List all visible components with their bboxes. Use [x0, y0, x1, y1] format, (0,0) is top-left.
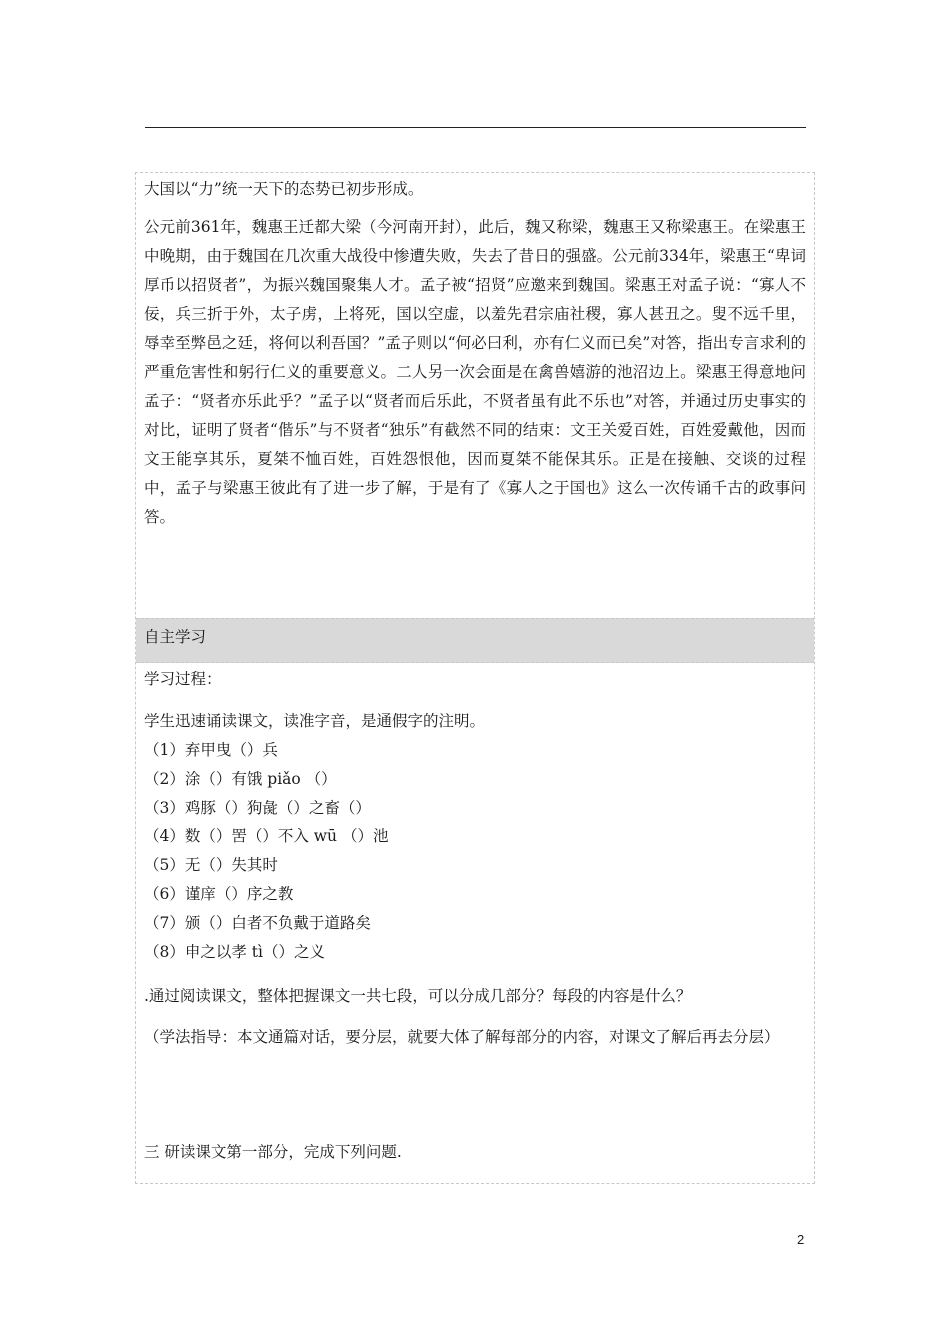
- guide-text: （学法指导：本文通篇对话，要分层，就要大体了解每部分的内容，对课文了解后再去分层）: [144, 1028, 780, 1046]
- history-paragraph: 公元前361年，魏惠王迁都大梁（今河南开封），此后，魏又称梁，魏惠王又称梁惠王。在梁惠王中晚期，由于魏国在几次重大战役中惨遭失败，失去了昔日的强盛。公元前334年，梁惠王“卑词厚币以招贤者”，为振兴魏国聚集人才。孟子被“招贤”应邀来到魏国。梁惠王对孟子说：“寡人不佞，兵三折于外，太子虏，上将死，国以空虚，以羞先君宗庙社稷，寡人甚丑之。叟不远千里，辱幸至弊邑之廷，将何以利吾国？”孟子则以“何必曰利，亦有仁义而已矣”对答，指出专言求利的严重危害性和躬行仁义的重要意义。二人另一次会面是在禽兽嬉游的池沼边上。梁惠王得意地问孟子：“贤者亦乐此乎？”孟子以“贤者而后乐此，不贤者虽有此不乐也”对答，并通过历史事实的对比，证明了贤者“偕乐”与不贤者“独乐”有截然不同的结束：文王关爱百姓，百姓爱戴他，因而文王能享其乐，夏桀不恤百姓，百姓怨恨他，因而夏桀不能保其乐。正是在接触、交谈的过程中，孟子与梁惠王彼此有了进一步了解，于是有了《寡人之于国也》这么一次传诵千古的政事问答。: [144, 218, 806, 526]
- task2-text: .通过阅读课文，整体把握课文一共七段，可以分成几部分？每段的内容是什么？: [144, 987, 692, 1005]
- intro-line: 大国以“力”统一天下的态势已初步形成。: [144, 180, 424, 198]
- process-label: 学习过程：: [144, 670, 222, 688]
- list-item: （6）谨庠（）序之教: [144, 884, 294, 903]
- section-header: [136, 618, 814, 663]
- list-item: （5）无（）失其时: [144, 856, 278, 875]
- section-title: 自主学习: [144, 628, 207, 646]
- intro-block: [144, 175, 806, 204]
- header-rule: [145, 127, 806, 128]
- content-frame: [135, 172, 815, 1184]
- list-item: （4）数（）罟（）不入 wū （）池: [144, 827, 389, 846]
- page-number: 2: [797, 1232, 805, 1247]
- task3-text: 三 研读课文第一部分，完成下列问题.: [144, 1143, 402, 1161]
- task3-block: [144, 1138, 806, 1167]
- list-item: （8）申之以孝 tì（）之义: [144, 942, 325, 961]
- task2-block: [144, 982, 806, 1011]
- process-block: [144, 665, 806, 694]
- task1-block: [144, 707, 806, 966]
- task1-text: 学生迅速诵读课文，读准字音，是通假字的注明。: [144, 712, 486, 730]
- list-item: （7）颁（）白者不负戴于道路矣: [144, 913, 371, 932]
- guide-block: [144, 1023, 806, 1052]
- list-item: （2）涂（）有饿 piǎo （）: [144, 769, 337, 788]
- list-item: （1）弃甲曳（）兵: [144, 741, 278, 759]
- list-item: （3）鸡豚（）狗彘（）之畜（）: [144, 798, 371, 817]
- history-block: [144, 213, 806, 532]
